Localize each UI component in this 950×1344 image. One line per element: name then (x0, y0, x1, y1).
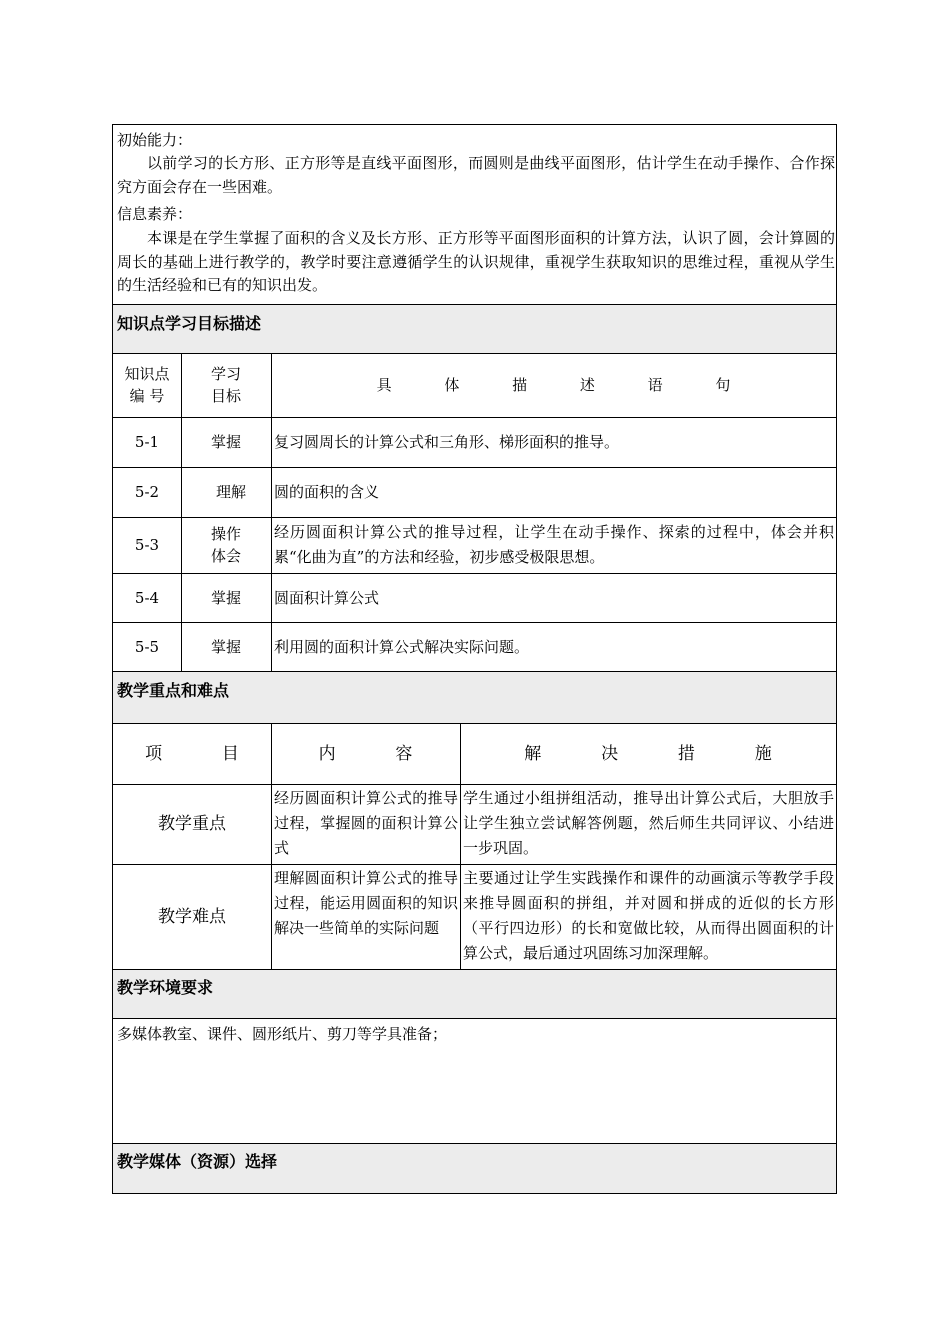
keypoint-item: 教学重点 (158, 814, 226, 834)
environment-text: 多媒体教室、课件、圆形纸片、剪刀等学具准备； (117, 1025, 448, 1043)
goal-line1: 操作 (210, 525, 241, 543)
keypoint-measures: 学生通过小组拼组活动，推导出计算公式后，大胆放手让学生独立尝试解答例题，然后师生共同评议、小结进一步巩固。 (463, 789, 834, 857)
keypoint-item: 教学难点 (158, 906, 226, 927)
objective-row-desc: 利用圆的面积计算公式解决实际问题。 (274, 637, 530, 656)
header-id-line1: 知识点 (124, 365, 170, 383)
objective-row-id: 5-3 (134, 536, 160, 554)
keypoint-content: 经历圆面积计算公式的推导过程，掌握圆的面积计算公式 (274, 789, 458, 857)
header-goal-line2: 目标 (210, 387, 241, 405)
keypoints-header-item: 项 目 (145, 743, 267, 764)
header-id-line2: 编 号 (129, 387, 165, 405)
objective-row-goal (181, 517, 271, 573)
objectives-header-desc: 具 体 描 述 语 句 (376, 376, 755, 394)
objective-row-desc: 圆面积计算公式 (274, 588, 380, 607)
keypoints-header-content: 内 容 (318, 743, 440, 764)
objective-row-goal: 掌握 (210, 637, 241, 656)
objective-row-desc: 复习圆周长的计算公式和三角形、梯形面积的推导。 (274, 433, 620, 451)
objective-row-id: 5-2 (134, 483, 160, 501)
objective-row-goal: 掌握 (210, 433, 241, 451)
media-title: 教学媒体（资源）选择 (117, 1152, 278, 1171)
info-literacy-label: 信息素养： (117, 205, 193, 223)
info-literacy-text: 本课是在学生掌握了面积的含义及长方形、正方形等平面图形面积的计算方法，认识了圆，会计算圆的周长的基础上进行教学的，教学时要注意遵循学生的认识规律，重视学生获取知识的思维过程，重视从学生的生活经验和已有的知识出发。 (117, 229, 835, 294)
header-goal-line1: 学习 (210, 365, 241, 383)
objectives-header-goal (181, 353, 271, 417)
objective-row-goal: 掌握 (210, 588, 241, 607)
keypoints-title: 教学重点和难点 (117, 681, 230, 700)
objective-row-desc: 圆的面积的含义 (274, 483, 380, 501)
keypoints-header-measures: 解 决 措 施 (524, 743, 799, 764)
objective-row-id: 5-5 (134, 637, 160, 656)
initial-ability-text: 以前学习的长方形、正方形等是直线平面图形，而圆则是曲线平面图形，估计学生在动手操作、合作探究方面会存在一些困难。 (117, 154, 835, 196)
objective-row-goal: 理解 (215, 483, 246, 501)
objective-row-id: 5-4 (134, 588, 160, 607)
environment-title: 教学环境要求 (117, 978, 214, 997)
lesson-plan-table (112, 124, 837, 1194)
goal-line2: 体会 (210, 547, 241, 565)
objectives-header-id (113, 353, 181, 417)
keypoint-measures: 主要通过让学生实践操作和课件的动画演示等教学手段来推导圆面积的拼组，并对圆和拼成的近似的长方形（平行四边形）的长和宽做比较，从而得出圆面积的计算公式，最后通过巩固练习加深理解。 (463, 869, 834, 962)
initial-ability-label: 初始能力： (117, 131, 193, 149)
environment-section-header (113, 970, 836, 1018)
keypoint-content: 理解圆面积计算公式的推导过程，能运用圆面积的知识解决一些简单的实际问题 (274, 869, 458, 937)
objective-row-id: 5-1 (134, 433, 160, 451)
objective-row-desc: 经历圆面积计算公式的推导过程，让学生在动手操作、探索的过程中，体会并积累“化曲为直”的方法和经验，初步感受极限思想。 (274, 523, 834, 566)
objectives-title: 知识点学习目标描述 (117, 314, 262, 333)
